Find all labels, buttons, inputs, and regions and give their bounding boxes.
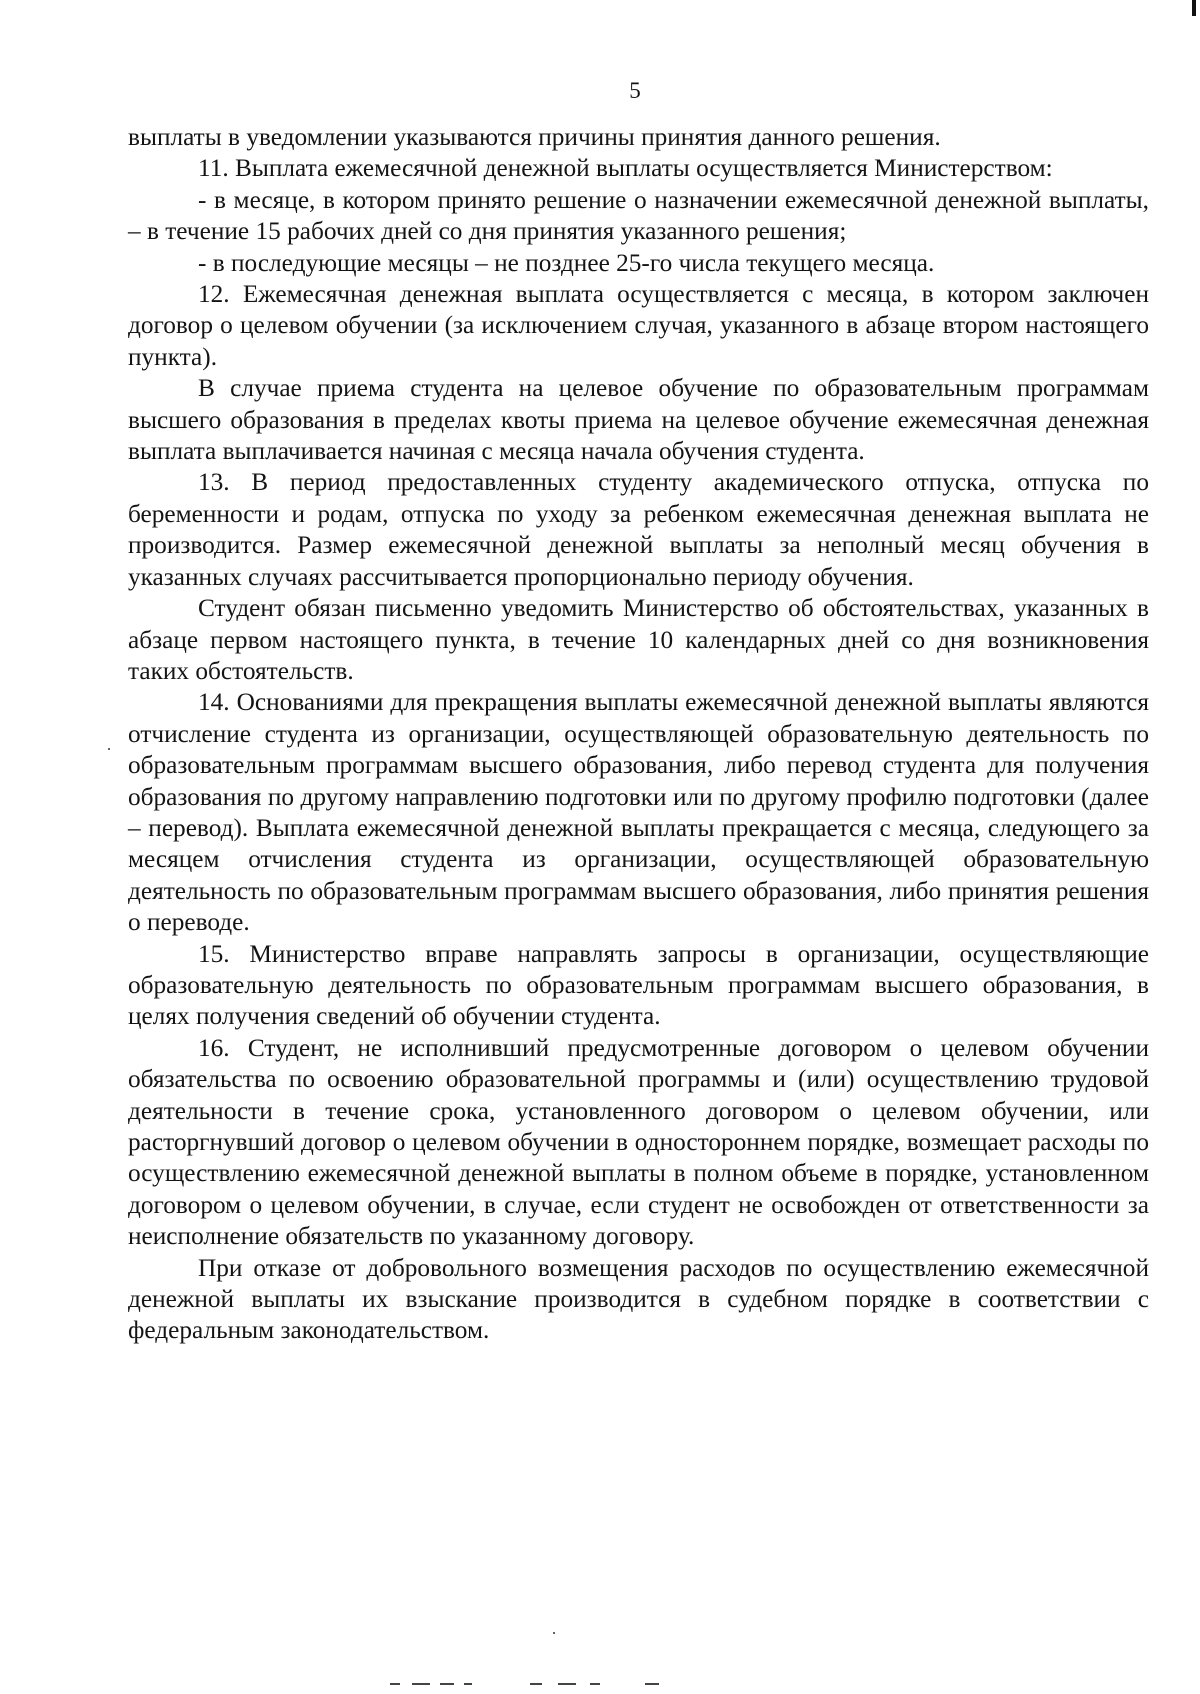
- paragraph-clause-15: 15. Министерство вправе направлять запросы в организации, осуществляющие образовательную деятельность по образовательным программам высшего образования, в целях получения сведений об обучении студента.: [128, 939, 1149, 1031]
- page-number: 5: [629, 78, 641, 103]
- paragraph-clause-14: 14. Основаниями для прекращения выплаты ежемесячной денежной выплаты являются отчисление студента из организации, осуществляющей образовательную деятельность по образовательным программам высшего образования, либо перевод студента для получения образования по другому направлению подготовки или по другому профилю подготовки (далее – перевод). Выплата ежемесячной денежной выплаты прекращается с месяца, следующего за месяцем отчисления студента из организации, осуществляющей образовательную деятельность по образовательным программам высшего образования, либо принятия решения о переводе.: [128, 688, 1149, 937]
- scan-speck: [108, 748, 110, 750]
- paragraph-clause-13: 13. В период предоставленных студенту академического отпуска, отпуска по беременности и родам, отпуска по уходу за ребенком ежемесячная денежная выплата не производится. Размер ежемесячной денежной выплаты за неполный месяц обучения в указанных случаях рассчитывается пропорционально периоду обучения.: [128, 468, 1149, 591]
- scan-margin-mark: [1192, 0, 1196, 16]
- paragraph-clause-12-part-2: В случае приема студента на целевое обучение по образовательным программам высшего образования в пределах квоты приема на целевое обучение ежемесячная денежная выплата выплачивается начиная с месяца начала обучения студента.: [128, 374, 1149, 466]
- paragraph-clause-11-item-2: - в последующие месяцы – не позднее 25-го числа текущего месяца.: [198, 248, 935, 277]
- scan-bottom-artifacts: [390, 1683, 690, 1686]
- scan-speck: [553, 1632, 555, 1634]
- paragraph-continuation: выплаты в уведомлении указываются причины принятия данного решения.: [128, 123, 941, 151]
- paragraph-clause-16-part-2: При отказе от добровольного возмещения расходов по осуществлению ежемесячной денежной выплаты их взыскание производится в судебном порядке в соответствии с федеральным законодательством.: [128, 1253, 1149, 1345]
- paragraph-clause-11-item-1: - в месяце, в котором принято решение о назначении ежемесячной денежной выплаты, – в течение 15 рабочих дней со дня принятия указанного решения;: [128, 185, 1149, 246]
- document-body: [128, 122, 1149, 1347]
- paragraph-clause-16: 16. Студент, не исполнивший предусмотренные договором о целевом обучении обязательства по освоению образовательной программы и (или) осуществлению трудовой деятельности в течение срока, установленного договором о целевом обучении, или расторгнувший договор о целевом обучении в одностороннем порядке, возмещает расходы по осуществлению ежемесячной денежной выплаты в полном объеме в порядке, установленном договором о целевом обучении, в случае, если студент не освобожден от ответственности за неисполнение обязательств по указанному договору.: [128, 1033, 1149, 1251]
- paragraph-clause-12: 12. Ежемесячная денежная выплата осуществляется с месяца, в котором заключен договор о целевом обучении (за исключением случая, указанного в абзаце втором настоящего пункта).: [128, 280, 1149, 371]
- paragraph-clause-11: 11. Выплата ежемесячной денежной выплаты осуществляется Министерством:: [198, 154, 1053, 183]
- paragraph-clause-13-part-2: Студент обязан письменно уведомить Министерство об обстоятельствах, указанных в абзаце первом настоящего пункта, в течение 10 календарных дней со дня возникновения таких обстоятельств.: [128, 594, 1149, 685]
